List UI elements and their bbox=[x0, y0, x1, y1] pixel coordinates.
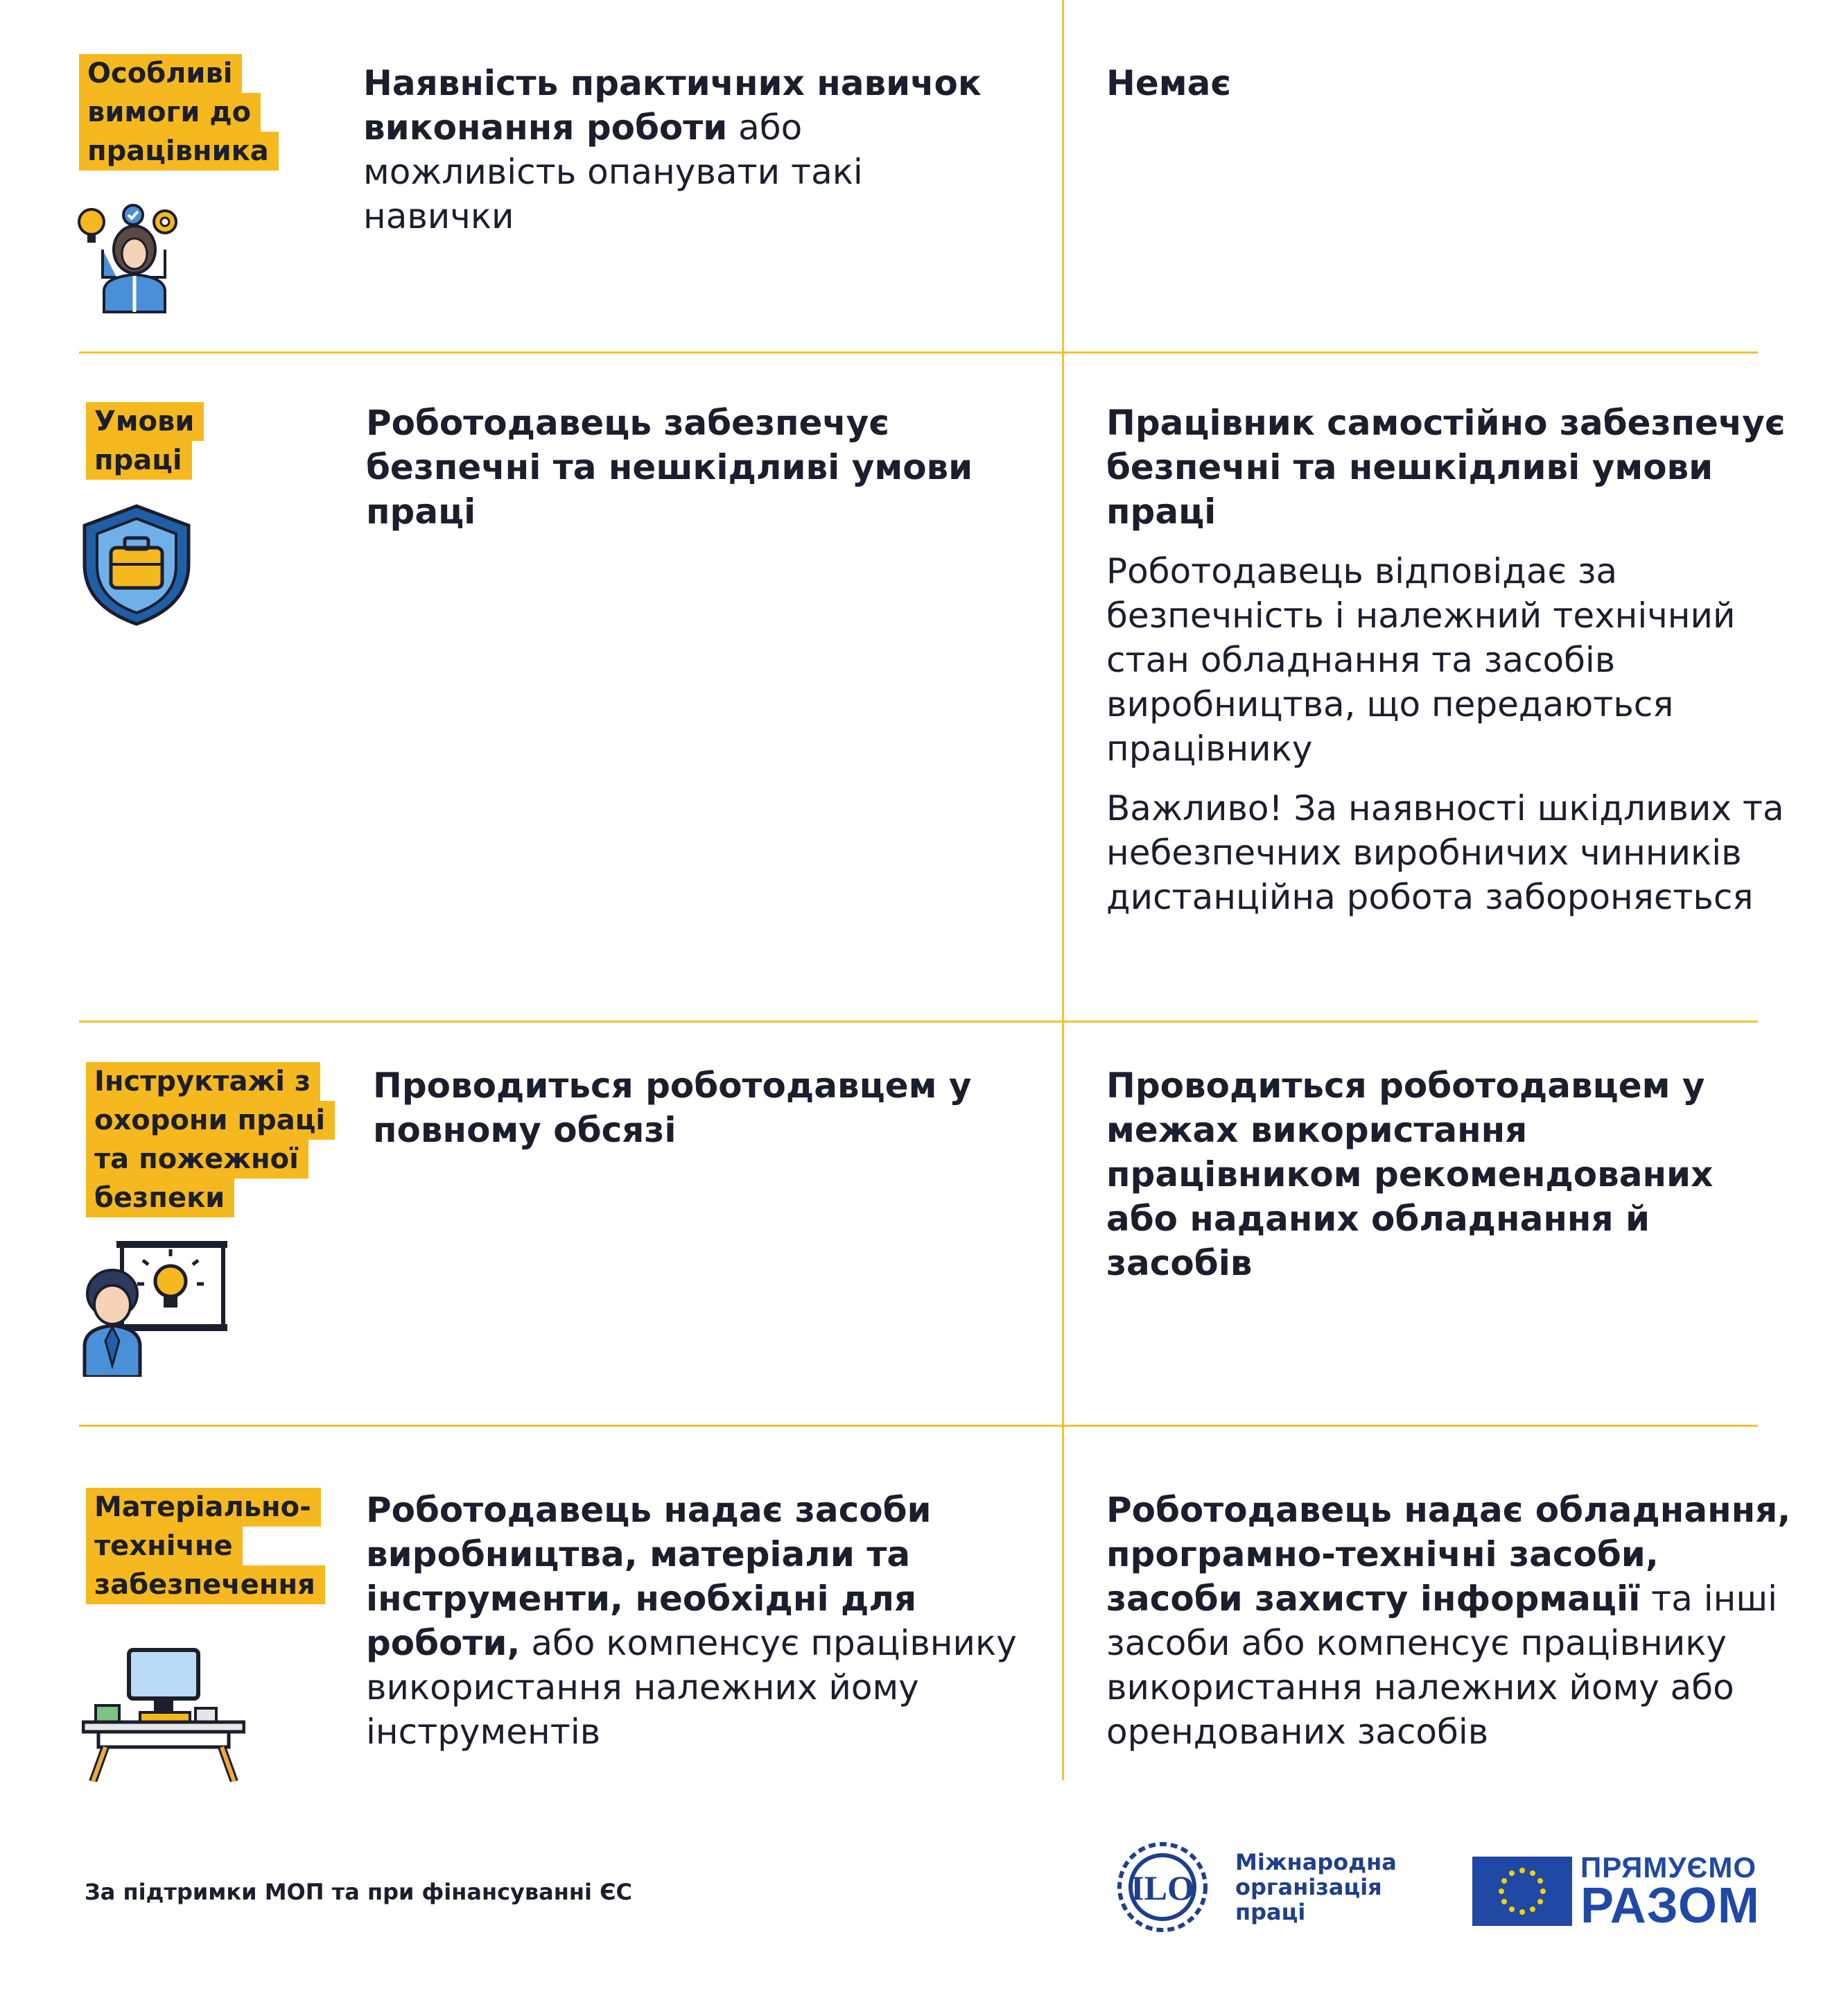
row1-left-bold: Наявність практичних навичок виконання роботи bbox=[363, 63, 982, 148]
label-line: охорони праці bbox=[86, 1101, 335, 1140]
row-divider-3 bbox=[79, 1425, 1758, 1427]
row3-right-bold: Проводиться роботодавцем у межах використання працівником рекомендованих або наданих обладнання й засобів bbox=[1106, 1066, 1714, 1283]
eu-flag-icon bbox=[1472, 1857, 1572, 1926]
desk-computer-icon bbox=[82, 1646, 245, 1784]
label-line: технічне bbox=[86, 1527, 243, 1565]
row4-office-work-cell bbox=[366, 1488, 1025, 1754]
ilo-name bbox=[1235, 1850, 1397, 1925]
column-divider-3 bbox=[1062, 1023, 1064, 1425]
row2-right-para1: Роботодавець відповідає за безпечність і належний технічний стан обладнання та засобів виробництва, що передаються працівнику bbox=[1106, 551, 1736, 769]
column-divider-4 bbox=[1062, 1427, 1064, 1780]
row4-left-plain: або компенсує працівнику використання належних йому інструментів bbox=[366, 1623, 1017, 1752]
row1-office-work-cell bbox=[363, 61, 1022, 238]
label-line: безпеки bbox=[86, 1179, 234, 1217]
row3-left-bold: Проводиться роботодавцем у повному обсязі bbox=[373, 1066, 972, 1150]
row2-right-bold: Працівник самостійно забезпечує безпечні та нешкідливі умови праці bbox=[1106, 403, 1786, 532]
woman-skills-icon bbox=[75, 201, 193, 322]
ilo-line: організація bbox=[1235, 1874, 1382, 1900]
ilo-logo-icon bbox=[1104, 1839, 1221, 1938]
row2-office-work-cell bbox=[366, 401, 1025, 534]
eu-project-name bbox=[1580, 1851, 1760, 1934]
ilo-logo-text: ILO bbox=[1131, 1868, 1194, 1907]
label-line: праці bbox=[86, 441, 192, 480]
row-label-special-requirements bbox=[79, 54, 279, 171]
eu-line-2: РАЗОМ bbox=[1580, 1878, 1760, 1934]
label-line: та пожежної bbox=[86, 1140, 308, 1179]
row3-office-work-cell bbox=[373, 1063, 997, 1152]
column-divider-2 bbox=[1062, 354, 1064, 1020]
row-label-material-support bbox=[86, 1488, 325, 1604]
row-divider-1 bbox=[79, 351, 1758, 354]
label-line: Інструктажі з bbox=[86, 1062, 320, 1101]
label-line: працівника bbox=[79, 132, 279, 171]
label-line: вимоги до bbox=[79, 93, 261, 132]
row-label-safety-briefings bbox=[86, 1062, 335, 1217]
row2-left-bold: Роботодавець забезпечує безпечні та нешкідливі умови праці bbox=[366, 403, 973, 532]
row3-remote-work-cell bbox=[1106, 1063, 1772, 1285]
row1-remote-work-cell bbox=[1106, 61, 1772, 105]
row4-left-bold: Роботодавець надає засоби виробництва, матеріали та інструменти, необхідні для роботи, bbox=[366, 1490, 932, 1663]
ilo-line: Міжнародна bbox=[1235, 1849, 1397, 1875]
shield-briefcase-icon bbox=[79, 502, 194, 629]
row1-left-plain: або можливість опанувати такі навички bbox=[363, 107, 863, 236]
footer-support-note: За підтримки МОП та при фінансуванні ЄС bbox=[85, 1879, 633, 1905]
row4-right-plain: та інші засоби або компенсує працівнику використання належних йому або орендованих засобів bbox=[1106, 1579, 1777, 1752]
column-divider-top bbox=[1062, 0, 1064, 351]
row-label-working-conditions bbox=[86, 402, 204, 480]
row2-remote-work-cell bbox=[1106, 401, 1786, 919]
eu-line-1: ПРЯМУЄМО bbox=[1580, 1851, 1757, 1884]
label-line: Умови bbox=[86, 402, 204, 441]
row1-right-bold: Немає bbox=[1106, 63, 1232, 103]
row2-right-para2: Важливо! За наявності шкідливих та небезпечних виробничих чинників дистанційна робота забороняється bbox=[1106, 788, 1784, 917]
row4-right-bold: Роботодавець надає обладнання, програмно-технічні засоби, засоби захисту інформації bbox=[1106, 1490, 1791, 1619]
ilo-line: праці bbox=[1235, 1899, 1306, 1925]
label-line: Особливі bbox=[79, 54, 242, 93]
label-line: забезпечення bbox=[86, 1565, 325, 1604]
presenter-bulb-icon bbox=[82, 1241, 227, 1380]
row4-remote-work-cell bbox=[1106, 1488, 1793, 1754]
label-line: Матеріально- bbox=[86, 1488, 321, 1527]
row-divider-2 bbox=[79, 1020, 1758, 1023]
